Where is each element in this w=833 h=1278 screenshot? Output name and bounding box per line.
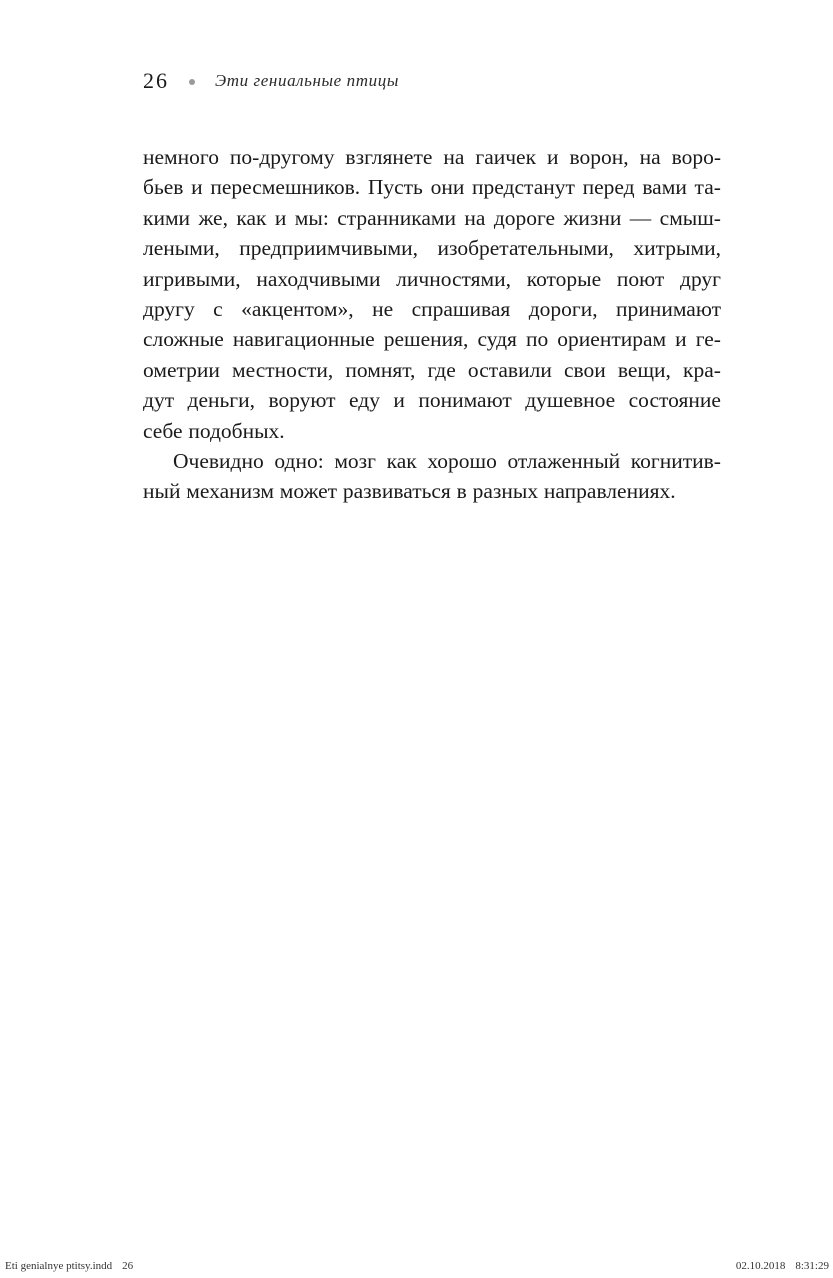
slug-file-page: 26 [122,1260,134,1272]
running-head [143,66,399,96]
text-line: бьев и пересмешников. Пусть они предстанут перед вами та- [143,175,721,200]
paragraph [143,446,721,507]
body-text [143,142,721,507]
text-line: немного по-другому взглянете на гаичек и ворон, на воро- [143,145,721,169]
paragraph [143,142,721,446]
text-line: игривыми, находчивыми личностями, которые поют друг [143,266,721,291]
slug-file-name: Eti genialnye ptitsy.indd [5,1260,113,1272]
slug-time: 8:31:29 [795,1260,829,1272]
print-slug-file [5,1260,133,1272]
bullet-separator-icon [189,79,195,85]
text-line: леными, предприимчивыми, изобретательными, хитрыми, [143,236,721,261]
text-line: кими же, как и мы: странниками на дороге жизни — смыш- [143,205,721,230]
text-line: дут деньги, воруют еду и понимают душевное состояние [143,388,721,413]
print-slug-timestamp [736,1260,829,1272]
text-line: ометрии местности, помнят, где оставили свои вещи, кра- [143,357,721,382]
text-line: ный механизм может развиваться в разных направлениях. [143,479,676,504]
text-line: себе подобных. [143,418,285,443]
running-title: Эти гениальные птицы [215,71,399,90]
slug-date: 02.10.2018 [735,1260,786,1272]
text-line: другу с «акцентом», не спрашивая дороги, принимают [143,296,721,321]
page-number: 26 [143,68,169,93]
text-line: Очевидно одно: мозг как хорошо отлаженный когнитив- [173,448,721,473]
text-line: сложные навигационные решения, судя по ориентирам и ге- [143,327,721,352]
